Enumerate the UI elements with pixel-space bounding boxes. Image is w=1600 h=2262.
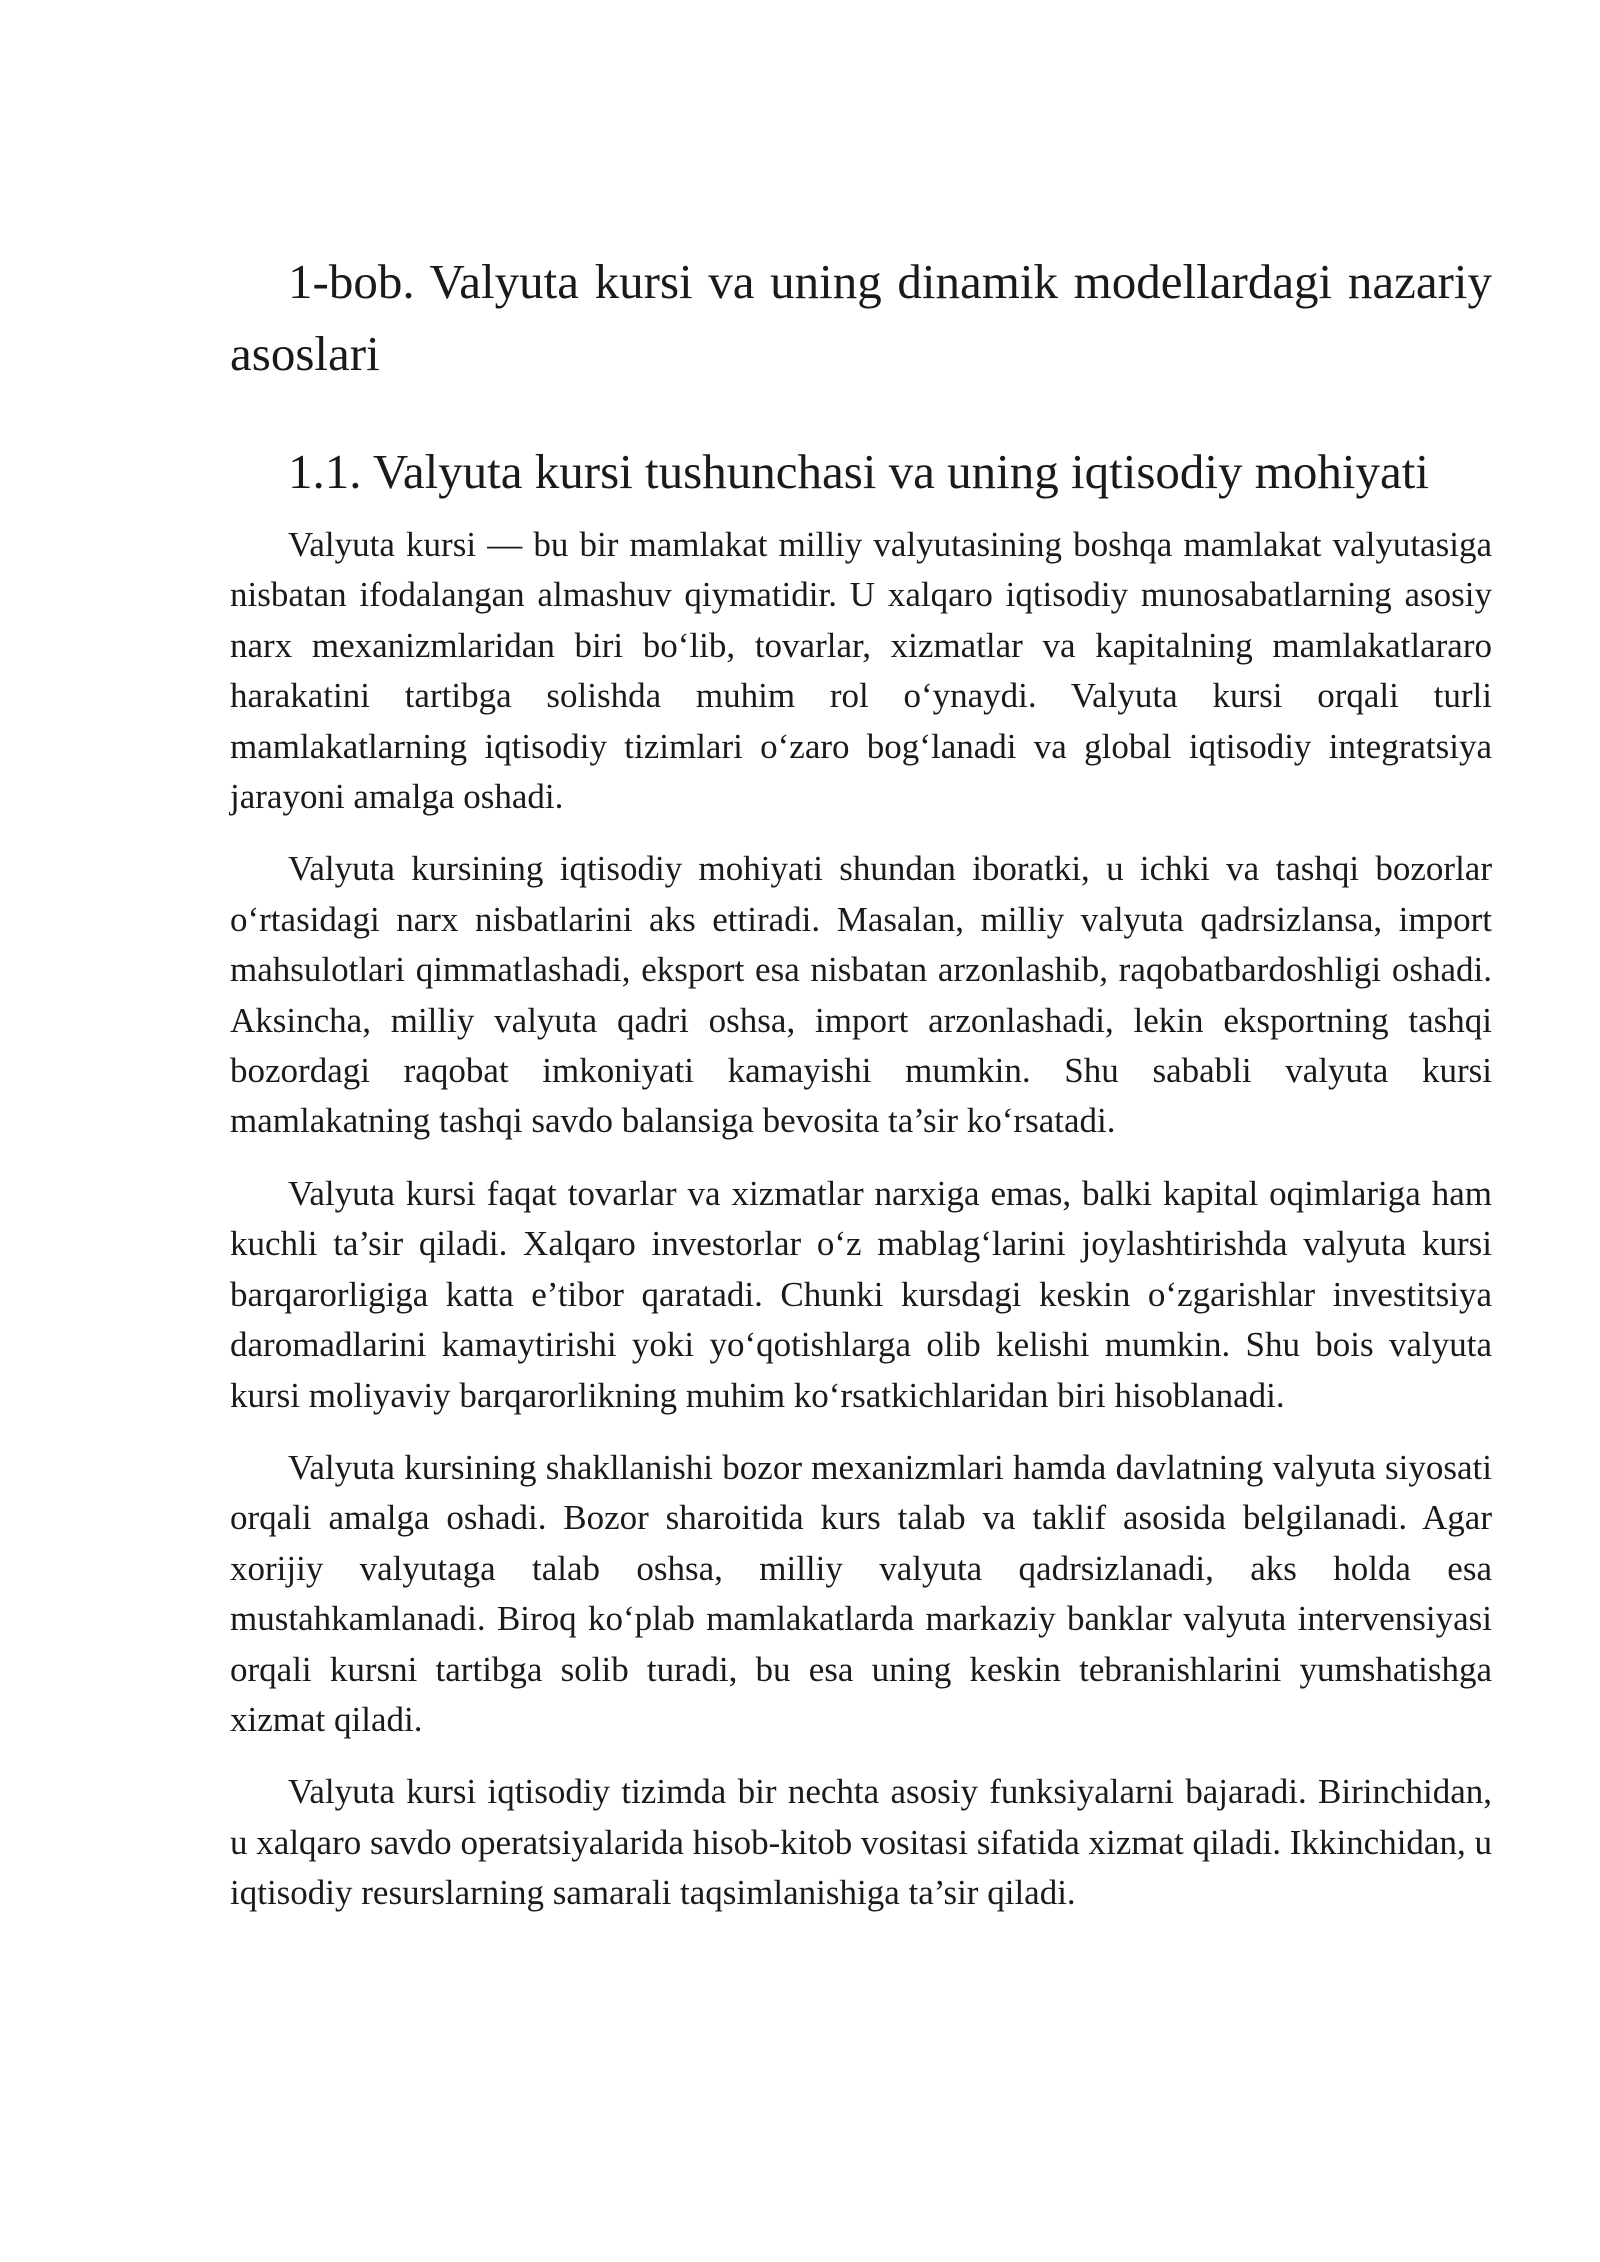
body-paragraph-4: Valyuta kursining shakllanishi bozor mexanizmlari hamda davlatning valyuta siyosati orqali amalga oshadi. Bozor sharoitida kurs talab va taklif asosida belgilanadi. Agar xorijiy valyutaga talab oshsa, milliy valyuta qadrsizlanadi, aks holda esa mustahkamlanadi. Biroq ko‘plab mamlakatlarda markaziy banklar valyuta intervensiyasi orqali kursni tartibga solib turadi, bu esa uning keskin tebranishlarini yumshatishga xizmat qiladi. [230,1447,1492,1739]
body-paragraph-1: Valyuta kursi — bu bir mamlakat milliy valyutasining boshqa mamlakat valyutasiga nisbatan ifodalangan almashuv qiymatidir. U xalqaro iqtisodiy munosabatlarning asosiy narx mexanizmlaridan biri bo‘lib, tovarlar, xizmatlar va kapitalning mamlakatlararo harakatini tartibga solishda muhim rol o‘ynaydi. Valyuta kursi orqali turli mamlakatlarning iqtisodiy tizimlari o‘zaro bog‘lanadi va global iqtisodiy integratsiya jarayoni amalga oshadi. [230,525,1492,817]
document-page [230,246,1492,1941]
body-paragraph-5: Valyuta kursi iqtisodiy tizimda bir nechta asosiy funksiyalarni bajaradi. Birinchidan, u xalqaro savdo operatsiyalarida hisob-kitob vositasi sifatida xizmat qiladi. Ikkinchidan, u iqtisodiy resurslarning samarali taqsimlanishiga ta’sir qiladi. [230,1772,1492,1913]
body-paragraph-2: Valyuta kursining iqtisodiy mohiyati shundan iboratki, u ichki va tashqi bozorlar o‘rtasidagi narx nisbatlarini aks ettiradi. Masalan, milliy valyuta qadrsizlansa, import mahsulotlari qimmatlashadi, eksport esa nisbatan arzonlashib, raqobatbardoshligi oshadi. Aksincha, milliy valyuta qadri oshsa, import arzonlashadi, lekin eksportning tashqi bozordagi raqobat imkoniyati kamayishi mumkin. Shu sababli valyuta kursi mamlakatning tashqi savdo balansiga bevosita ta’sir ko‘rsatadi. [230,849,1492,1141]
body-paragraph-3: Valyuta kursi faqat tovarlar va xizmatlar narxiga emas, balki kapital oqimlariga ham kuchli ta’sir qiladi. Xalqaro investorlar o‘z mablag‘larini joylashtirishda valyuta kursi barqarorligiga katta e’tibor qaratadi. Chunki kursdagi keskin o‘zgarishlar investitsiya daromadlarini kamaytirishi yoki yo‘qotishlarga olib kelishi mumkin. Shu bois valyuta kursi moliyaviy barqarorlikning muhim ko‘rsatkichlaridan biri hisoblanadi. [230,1173,1492,1415]
chapter-title: 1-bob. Valyuta kursi va uning dinamik modellardagi nazariy asoslari [230,254,1492,381]
section-title: 1.1. Valyuta kursi tushunchasi va uning iqtisodiy mohiyati [288,444,1429,499]
